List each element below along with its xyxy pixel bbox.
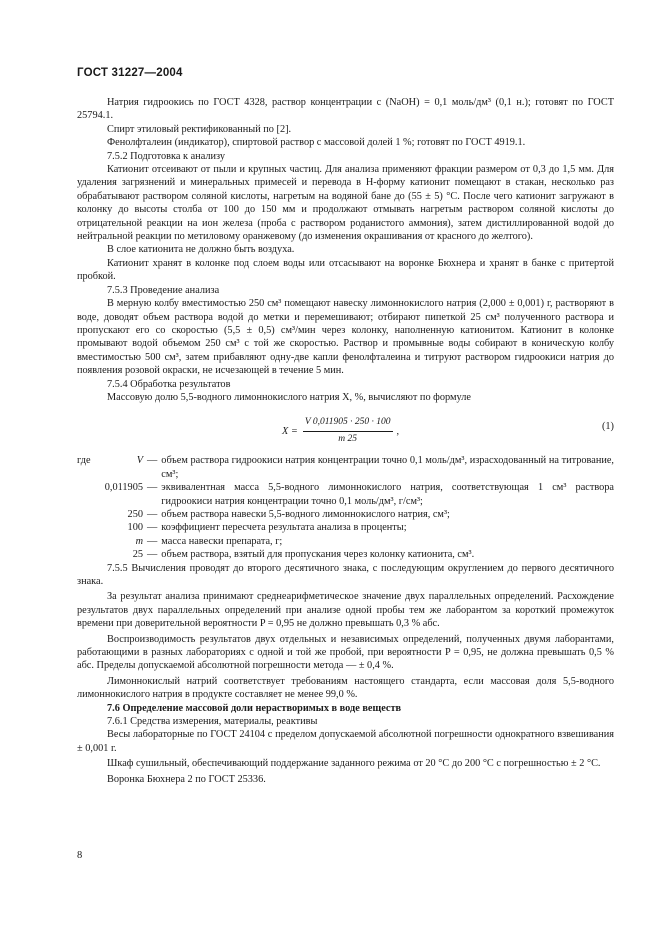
definition-symbol: 250 (127, 508, 143, 520)
dash: — (147, 455, 158, 467)
definition-text: объем раствора гидроокиси натрия концентрации точно 0,1 моль/дм³, израсходованный на титрование, см³; (161, 455, 614, 480)
definition-text: объем раствора навески 5,5-водного лимоннокислого натрия, см³; (161, 508, 450, 520)
formula-lhs: X = (282, 425, 298, 437)
definition-symbol: 25 (132, 549, 143, 561)
paragraph: В слое катионита не должно быть воздуха. (107, 244, 295, 256)
definition-text: объем раствора, взятый для пропускания через колонку катионита, см³. (161, 549, 475, 561)
paragraph: Шкаф сушильный, обеспечивающий поддержание заданного режима от 20 °С до 200 °С с погрешностью ± 2 °С. (107, 758, 601, 770)
dash: — (147, 508, 158, 520)
definition-symbol: m (135, 535, 143, 547)
paragraph: Фенолфталеин (индикатор), спиртовой раствор с массовой долей 1 %; готовят по ГОСТ 4919.1. (107, 137, 526, 149)
definition-text: эквивалентная масса 5,5-водного лимоннокислого натрия, соответствующая 1 см³ раствора гидроокиси натрия концентрации точно 0,1 моль/дм³, г/см³; (161, 482, 614, 507)
dash: — (147, 535, 158, 547)
dash: — (147, 549, 158, 561)
paragraph: Спирт этиловый ректификованный по [2]. (107, 123, 292, 135)
subsection-heading: 7.6.1 Средства измерения, материалы, реактивы (107, 716, 318, 728)
where-word: где (77, 455, 91, 467)
definition-item (77, 454, 614, 481)
paragraph: Воронка Бюхнера 2 по ГОСТ 25336. (107, 773, 266, 785)
paragraph: Натрия гидроокись по ГОСТ 4328, раствор концентрации c (NaOH) = 0,1 моль/дм³ (0,1 н.); готовят по ГОСТ 25794.1. (77, 97, 614, 122)
definition-text: коэффициент пересчета результата анализа в проценты; (161, 522, 407, 534)
formula-trail: , (396, 425, 400, 437)
formula-numerator: V 0,011905 · 250 · 100 (303, 416, 393, 431)
formula-denominator: m 25 (338, 433, 358, 444)
paragraph: За результат анализа принимают среднеарифметическое значение двух параллельных определений. Расхождение результатов двух параллельных определений при анализе одной пробы тем же лаборантом за короткий промежуток времени при доверительной вероятности P = 0,95 не должно превышать 0,3 % абс. (77, 591, 614, 630)
page-number: 8 (77, 850, 83, 861)
formula-fraction (303, 416, 393, 446)
definitions-list (77, 454, 614, 561)
section-heading: 7.6 Определение массовой доли нерастворимых в воде веществ (107, 702, 402, 714)
paragraph: Массовую долю 5,5-водного лимоннокислого натрия X, %, вычисляют по формуле (107, 391, 471, 403)
definition-symbol: 0,011905 (104, 482, 143, 494)
subsection-heading: 7.5.2 Подготовка к анализу (107, 150, 226, 162)
paragraph: Катионит хранят в колонке под слоем воды или отсасывают на воронке Бюхнера и хранят в банке с притертой пробкой. (77, 257, 614, 283)
definition-item (77, 521, 614, 534)
formula (282, 416, 399, 446)
document-header: ГОСТ 31227—2004 (77, 67, 183, 79)
definition-item (77, 481, 614, 508)
dash: — (147, 482, 158, 494)
paragraph: В мерную колбу вместимостью 250 см³ помещают навеску лимоннокислого натрия (2,000 ± 0,001) г, растворяют в воде, доводят объем раствора водой до метки и перемешивают; отбирают пипеткой 25 см³ полученного раствора и пропускают его со скоростью (5,5 ± 0,5) см³/мин через колонку, наполненную катионитом. Катионит в колонке промывают водой объемом 250 см³ с той же скоростью. Раствор и промывные воды собирают в коническую колбу вместимостью 500 см³, затем прибавляют одну-две капли фенолфталеина и титруют раствором гидроокиси натрия до появления розовой окраски, не исчезающей в течение 5 мин. (77, 298, 614, 377)
paragraph: Лимоннокислый натрий соответствует требованиям настоящего стандарта, если массовая доля 5,5-водного лимоннокислого натрия в продукте составляет не менее 99,0 %. (77, 675, 614, 701)
paragraph: 7.5.5 Вычисления проводят до второго десятичного знака, с последующим округлением до первого десятичного знака. (77, 562, 614, 587)
definition-symbol: V (136, 455, 143, 467)
subsection-heading: 7.5.3 Проведение анализа (107, 284, 220, 296)
dash: — (147, 522, 158, 534)
paragraph: Катионит отсеивают от пыли и крупных частиц. Для анализа применяют фракции размером от 0,3 до 1,5 мм. Для удаления загрязнений и минеральных примесей и перевода в H-форму катионит помещают в стакан, несколько раз обрабатывают раствором соляной кислоты, нагретым на водяной бане до (55 ± 5) °С. После чего катионит загружают в колонку до высоты столба от 100 до 150 мм и продолжают отмывать нагретым раствором соляной кислоты до отрицательной реакции на ион железа (проба с раствором роданистого аммония), затем дистиллированной водой до нейтральной реакции по метиловому оранжевому (до изменения окрашивания от красного до желтого). (77, 164, 614, 243)
definition-item (77, 535, 614, 548)
definition-item (77, 508, 614, 521)
definition-symbol: 100 (127, 522, 143, 534)
definition-text: масса навески препарата, г; (161, 535, 283, 547)
paragraph: Весы лабораторные по ГОСТ 24104 с пределом допускаемой абсолютной погрешности однократного взвешивания ± 0,001 г. (77, 729, 614, 754)
formula-number: (1) (601, 421, 614, 433)
paragraph: Воспроизводимость результатов двух отдельных и независимых определений, полученных двумя лаборантами, работающими в разных лабораториях с одной и той же пробой, при вероятности P = 0,95, не должна превышать 0,5 % абс. Пределы допускаемой абсолютной погрешности метода — ± 0,4 %. (77, 633, 614, 672)
subsection-heading: 7.5.4 Обработка результатов (107, 378, 231, 390)
definition-item (77, 548, 614, 561)
document-body (77, 96, 614, 786)
formula-block (77, 410, 614, 450)
